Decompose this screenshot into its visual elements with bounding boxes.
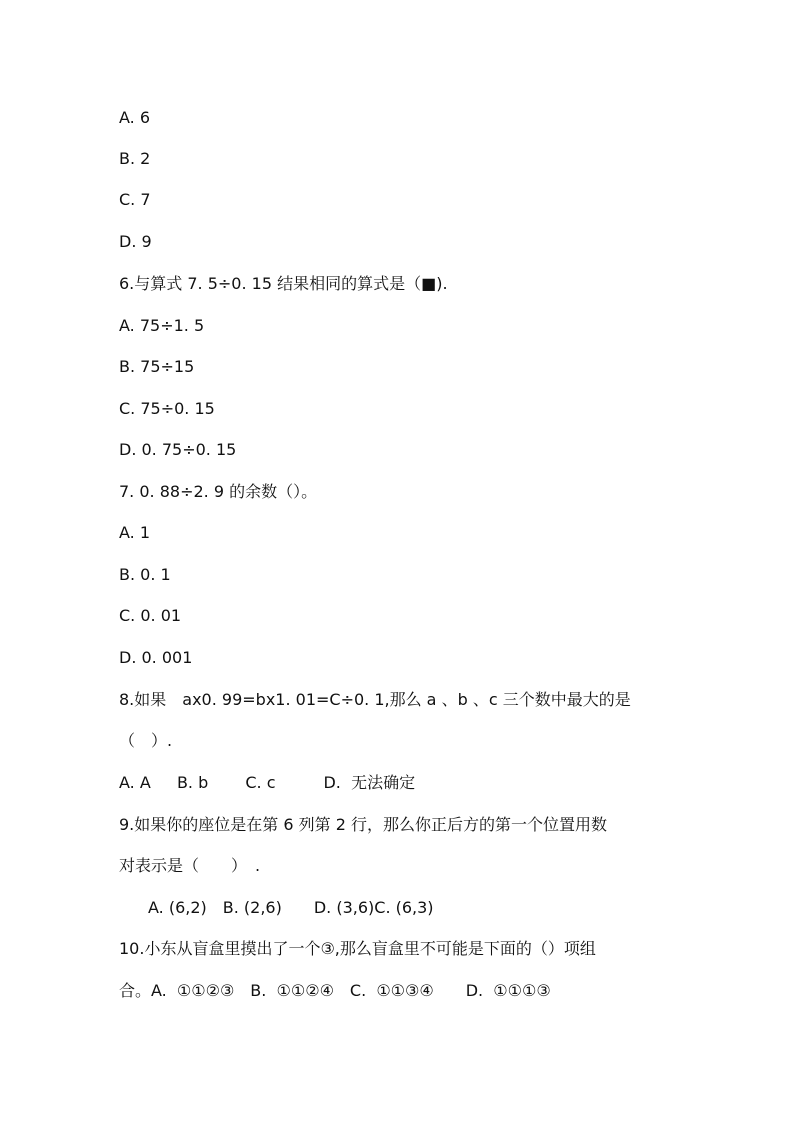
q5-option-d: D. 9 [119,232,152,251]
q10-options: 合。A. ①①②③ B. ①①②④ C. ①①③④ D. ①①①③ [119,981,551,1000]
q7-option-b: B. 0. 1 [119,565,171,584]
q7-option-c: C. 0. 01 [119,606,182,625]
q8-options: A. A B. b C. c D. 无法确定 [119,773,416,792]
q10-question: 10.小东从盲盒里摸出了一个③,那么盲盒里不可能是下面的（）项组 [119,939,596,958]
q8-question-continued: （ ）. [119,731,173,750]
q5-option-c: C. 7 [119,190,151,209]
q5-option-b: B. 2 [119,149,151,168]
q6-option-a: A. 75÷1. 5 [119,316,205,335]
q7-question: 7. 0. 88÷2. 9 的余数（）。 [119,482,318,501]
q9-question-continued: 对表示是（ ） . [119,856,261,875]
q8-question: 8.如果 ax0. 99=bx1. 01=C÷0. 1,那么 a 、b 、c 三个数中最大的是 [119,690,631,709]
q5-option-a: A. 6 [119,108,151,127]
q9-question: 9.如果你的座位是在第 6 列第 2 行，那么你正后方的第一个位置用数 [119,815,607,834]
q6-option-d: D. 0. 75÷0. 15 [119,440,237,459]
q6-option-b: B. 75÷15 [119,357,195,376]
q7-option-d: D. 0. 001 [119,648,193,667]
q6-option-c: C. 75÷0. 15 [119,399,215,418]
q9-options: A. (6,2) B. (2,6) D. (3,6)C. (6,3) [148,898,434,917]
q6-question: 6.与算式 7. 5÷0. 15 结果相同的算式是（■). [119,274,448,293]
q7-option-a: A. 1 [119,523,151,542]
